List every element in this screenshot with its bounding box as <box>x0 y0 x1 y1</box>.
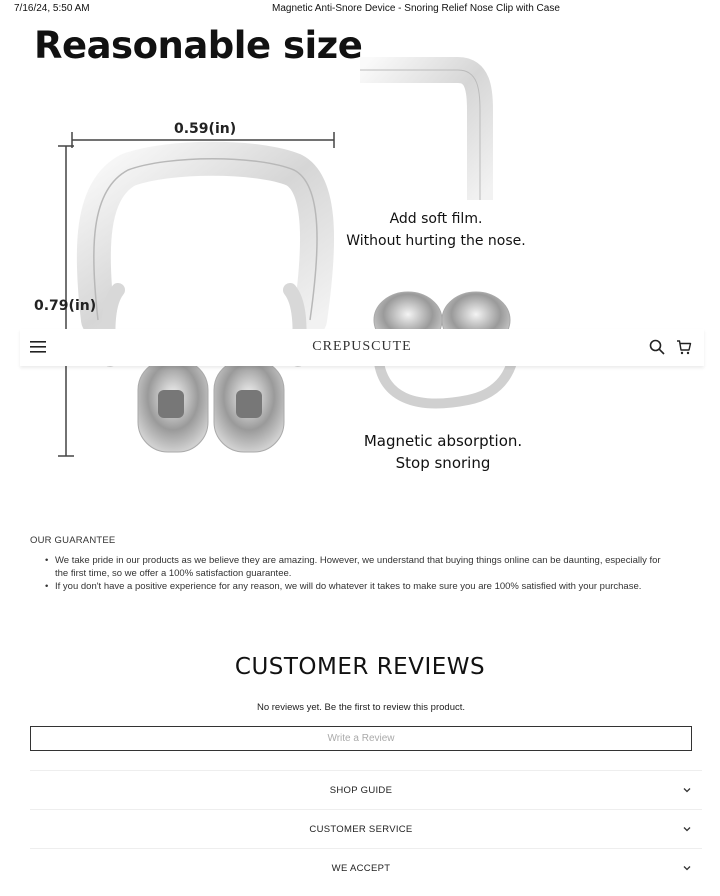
search-icon[interactable] <box>649 339 665 355</box>
accordion-shop-guide[interactable] <box>30 770 702 809</box>
guarantee-list <box>30 554 670 593</box>
chevron-down-icon <box>682 824 692 834</box>
guarantee-title: OUR GUARANTEE <box>30 535 116 546</box>
accordion-we-accept[interactable] <box>30 848 702 887</box>
guarantee-item: • We take pride in our products as we believe they are amazing. However, we understand that buying things online can be daunting, especially for the first time, so we offer a 100% satisfaction guarantee. <box>30 554 670 580</box>
reviews-title: CUSTOMER REVIEWS <box>234 654 486 680</box>
print-header <box>0 0 720 18</box>
write-review-button[interactable]: Write a Review <box>30 726 692 751</box>
no-reviews-text: No reviews yet. Be the first to review this product. <box>256 702 466 713</box>
print-date: 7/16/24, 5:50 AM <box>14 3 90 14</box>
magnet-caption-line1: Magnetic absorption. <box>363 432 523 450</box>
magnet-caption <box>348 430 538 474</box>
accordion-label: CUSTOMER SERVICE <box>309 824 413 835</box>
brand-logo[interactable]: CREPUSCUTE <box>312 339 412 354</box>
guarantee-item: • If you don't have a positive experience for any reason, we will do whatever it takes to make sure you are 100% satisfied with your purchase. <box>30 580 670 593</box>
accordion-label: WE ACCEPT <box>331 863 391 874</box>
image-heading: Reasonable size <box>34 24 363 67</box>
chevron-down-icon <box>682 863 692 873</box>
soft-film-caption-line2: Without hurting the nose. <box>346 233 526 249</box>
accordion-customer-service[interactable] <box>30 809 702 848</box>
soft-film-caption-line1: Add soft film. <box>389 211 483 227</box>
product-image <box>18 20 704 510</box>
magnet-caption-line2: Stop snoring <box>395 454 491 472</box>
soft-film-caption <box>336 208 536 252</box>
height-dimension-label: 0.79(in) <box>34 298 97 314</box>
guarantee-section <box>30 535 670 593</box>
print-page-title: Magnetic Anti-Snore Device - Snoring Relief Nose Clip with Case <box>272 3 560 14</box>
width-dimension-label: 0.59(in) <box>174 121 237 137</box>
cart-icon[interactable] <box>676 339 692 355</box>
site-header <box>20 329 704 366</box>
chevron-down-icon <box>682 785 692 795</box>
accordion-label: SHOP GUIDE <box>329 785 393 796</box>
